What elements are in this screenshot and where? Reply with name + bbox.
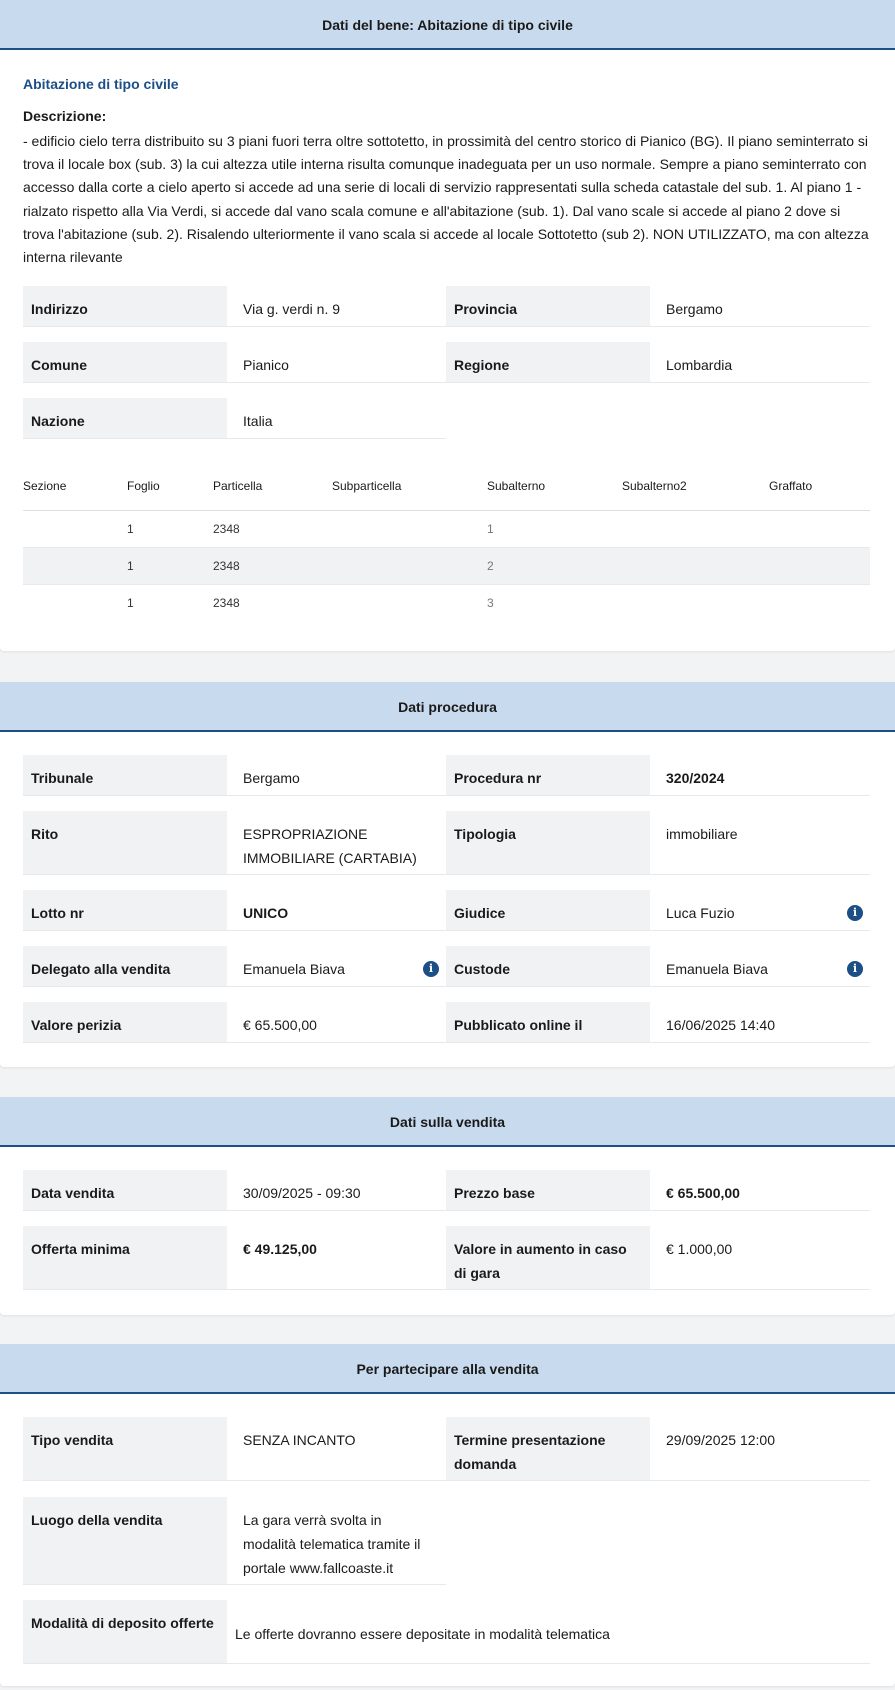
tipologia-value: immobiliare (666, 826, 738, 842)
custode-name: Emanuela Biava (666, 961, 768, 977)
aumento-label: Valore in aumento in caso di gara (446, 1226, 650, 1289)
nazione-label: Nazione (23, 398, 227, 438)
custode-value (650, 946, 870, 986)
delegato-name: Emanuela Biava (243, 961, 345, 977)
offerta-minima-value: € 49.125,00 (243, 1241, 317, 1257)
lotto-value: UNICO (243, 905, 289, 921)
bene-card (0, 0, 895, 651)
custode-label: Custode (446, 946, 650, 986)
rito-label: Rito (23, 811, 227, 874)
pubblicato-row (446, 1002, 870, 1043)
prezzo-base-label: Prezzo base (446, 1170, 650, 1210)
comune-label: Comune (23, 342, 227, 382)
lotto-label: Lotto nr (23, 890, 227, 930)
procedura-nr-value: 320/2024 (666, 770, 725, 786)
tribunale-value: Bergamo (243, 770, 300, 786)
aumento-value: € 1.000,00 (666, 1241, 733, 1257)
tribunale-row (23, 755, 446, 796)
pubblicato-value: 16/06/2025 14:40 (666, 1017, 775, 1033)
info-icon[interactable]: i (847, 961, 863, 977)
regione-label: Regione (446, 342, 650, 382)
cell-subalterno: 2 (487, 559, 494, 573)
description-text: - edificio cielo terra distribuito su 3 piani fuori terra oltre sottotetto, in prossimità del centro storico di Pianico (BG). Il piano seminterrato si trova il locale box (sub. 3) la cui altezza utile interna risulta comunque inadeguata per un uso normale. Sempre a piano seminterrato con accesso dalla corte a cielo aperto si accede ad una serie di locali di servizio rappresentati sulla scheda catastale del sub. 1. Al piano 1 - rialzato rispetto alla Via Verdi, si accede dal vano scala comune e all'abitazione (sub. 1). Dal vano scale si accede al piano 2 dove si trova l'abitazione (sub. 2). Risalendo ulteriormente il vano scala si accede al locale Sottotetto (sub 2). NON UTILIZZATO, ma con altezza interna rilevante (23, 133, 869, 266)
indirizzo-row (23, 286, 446, 327)
data-vendita-label: Data vendita (23, 1170, 227, 1210)
cell-foglio: 1 (127, 559, 134, 573)
prezzo-base-value: € 65.500,00 (666, 1185, 740, 1201)
termine-row (446, 1417, 870, 1481)
giudice-value (650, 890, 870, 930)
cell-subalterno: 3 (487, 596, 494, 610)
table-row (23, 585, 870, 622)
valore-perizia-row (23, 1002, 446, 1043)
description-label: Descrizione: (23, 108, 107, 124)
giudice-label: Giudice (446, 890, 650, 930)
cell-particella: 2348 (213, 596, 240, 610)
luogo-value: La gara verrà svolta in modalità telematica tramite il portale www.fallcoaste.it (243, 1512, 421, 1576)
provincia-row (446, 286, 870, 327)
vendita-card (0, 1097, 895, 1315)
cell-particella: 2348 (213, 522, 240, 536)
lotto-row (23, 890, 446, 931)
deposito-row (23, 1600, 870, 1664)
giudice-name: Luca Fuzio (666, 905, 735, 921)
delegato-row (23, 946, 446, 987)
comune-value: Pianico (243, 357, 289, 373)
tipo-vendita-label: Tipo vendita (23, 1417, 227, 1480)
procedura-nr-row (446, 755, 870, 796)
valore-perizia-label: Valore perizia (23, 1002, 227, 1042)
giudice-row (446, 890, 870, 931)
nazione-value: Italia (243, 413, 273, 429)
aumento-row (446, 1226, 870, 1290)
delegato-label: Delegato alla vendita (23, 946, 227, 986)
tipo-vendita-row (23, 1417, 446, 1481)
col-subalterno2: Subalterno2 (622, 479, 687, 493)
col-subparticella: Subparticella (332, 479, 402, 493)
cell-subalterno: 1 (487, 522, 494, 536)
data-vendita-row (23, 1170, 446, 1211)
col-graffato: Graffato (769, 479, 813, 493)
termine-label: Termine presentazione domanda (446, 1417, 650, 1480)
provincia-label: Provincia (446, 286, 650, 326)
procedura-card-header: Dati procedura (0, 682, 895, 732)
pubblicato-label: Pubblicato online il (446, 1002, 650, 1042)
indirizzo-value: Via g. verdi n. 9 (243, 301, 341, 317)
regione-value: Lombardia (666, 357, 733, 373)
nazione-row (23, 398, 446, 439)
tipo-vendita-value: SENZA INCANTO (243, 1432, 356, 1448)
deposito-label: Modalità di deposito offerte (23, 1600, 227, 1663)
luogo-row (23, 1497, 446, 1585)
tipologia-label: Tipologia (446, 811, 650, 874)
info-icon[interactable]: i (847, 905, 863, 921)
partecipare-card (0, 1344, 895, 1686)
tipologia-row (446, 811, 870, 875)
table-row (23, 511, 870, 548)
rito-row (23, 811, 446, 875)
prezzo-base-row (446, 1170, 870, 1211)
delegato-value (227, 946, 446, 986)
provincia-value: Bergamo (666, 301, 723, 317)
procedura-card (0, 682, 895, 1067)
partecipare-card-header: Per partecipare alla vendita (0, 1344, 895, 1394)
cell-particella: 2348 (213, 559, 240, 573)
bene-card-header: Dati del bene: Abitazione di tipo civile (0, 0, 895, 50)
data-vendita-value: 30/09/2025 - 09:30 (243, 1185, 361, 1201)
info-icon[interactable]: i (423, 961, 439, 977)
cell-foglio: 1 (127, 522, 134, 536)
offerta-minima-label: Offerta minima (23, 1226, 227, 1289)
comune-row (23, 342, 446, 383)
indirizzo-label: Indirizzo (23, 286, 227, 326)
col-particella: Particella (213, 479, 263, 493)
termine-value: 29/09/2025 12:00 (666, 1432, 775, 1448)
procedura-nr-label: Procedura nr (446, 755, 650, 795)
col-sezione: Sezione (23, 479, 67, 493)
deposito-value: Le offerte dovranno essere depositate in modalità telematica (235, 1626, 610, 1642)
custode-row (446, 946, 870, 987)
col-foglio: Foglio (127, 479, 160, 493)
vendita-card-header: Dati sulla vendita (0, 1097, 895, 1147)
catasto-table-header (23, 479, 870, 511)
bene-title: Abitazione di tipo civile (23, 76, 179, 92)
offerta-minima-row (23, 1226, 446, 1290)
valore-perizia-value: € 65.500,00 (243, 1017, 317, 1033)
table-row (23, 548, 870, 585)
regione-row (446, 342, 870, 383)
col-subalterno: Subalterno (487, 479, 546, 493)
rito-value: ESPROPRIAZIONE IMMOBILIARE (CARTABIA) (243, 826, 417, 866)
tribunale-label: Tribunale (23, 755, 227, 795)
cell-foglio: 1 (127, 596, 134, 610)
luogo-label: Luogo della vendita (23, 1497, 227, 1584)
